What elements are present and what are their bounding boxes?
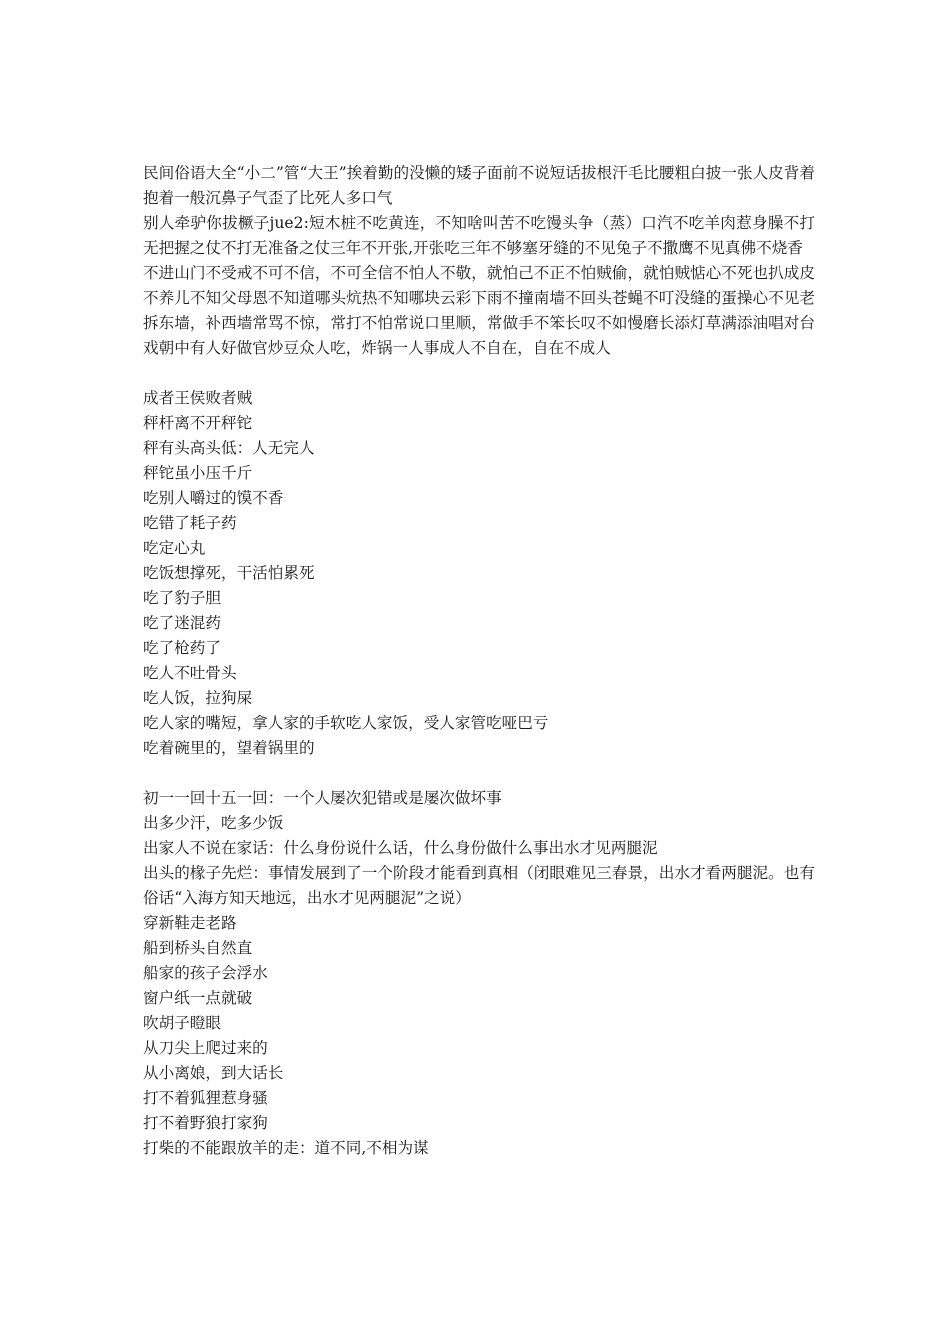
proverb-line: 秤有头高头低：人无完人	[143, 439, 315, 457]
paragraph: 不进山门不受戒不可不信，不可全信不怕人不敬，就怕己不正不怕贼偷，就怕贼惦心不死也扒成皮不养儿不知父母恩不知道哪头炕热不知哪块云彩下雨不撞南墙不回头苍蝇不叮没缝的蛋操心不见老拆东墙，补西墙常骂不惊，常打不怕常说口里顺，常做手不笨长叹不如慢磨长添灯草满添油唱对台戏朝中有人好做官炒豆众人吃，炸锅一人事成人不自在，自在不成人	[143, 264, 815, 357]
proverb-line: 从刀尖上爬过来的	[143, 1039, 268, 1057]
proverb-line: 吃错了耗子药	[143, 514, 237, 532]
proverb-line: 吃了豹子胆	[143, 589, 221, 607]
proverb-line: 出多少汗，吃多少饭	[143, 814, 284, 832]
proverb-line: 穿新鞋走老路	[143, 914, 237, 932]
proverb-line: 打不着野狼打家狗	[143, 1114, 268, 1132]
proverb-line: 出家人不说在家话：什么身份说什么话，什么身份做什么事出水才见两腿泥	[143, 839, 658, 857]
blank-line	[143, 361, 815, 386]
proverb-line: 吃着碗里的，望着锅里的	[143, 739, 315, 757]
proverb-line: 从小离娘，到大话长	[143, 1064, 284, 1082]
proverb-line: 船家的孩子会浮水	[143, 964, 268, 982]
proverb-line: 吃定心丸	[143, 539, 206, 557]
proverb-line: 成者王侯败者贼	[143, 389, 253, 407]
proverb-line: 吃人家的嘴短，拿人家的手软吃人家饭，受人家管吃哑巴亏	[143, 714, 549, 732]
proverb-line: 吃了枪药了	[143, 639, 221, 657]
proverb-line: 吃别人嚼过的馍不香	[143, 489, 284, 507]
proverb-line: 初一一回十五一回：一个人屡次犯错或是屡次做坏事	[143, 789, 502, 807]
proverb-line: 吃饭想撑死，干活怕累死	[143, 564, 315, 582]
paragraph: 别人牵驴你拔橛子jue2:短木桩不吃黄连，不知啥叫苦不吃馒头争（蒸）口汽不吃羊肉惹身臊不打无把握之仗不打无准备之仗三年不开张,开张吃三年不够塞牙缝的不见兔子不撒鹰不见真佛不烧香	[143, 214, 815, 257]
proverb-list	[143, 786, 815, 1161]
proverb-list	[143, 386, 815, 761]
proverb-paragraph: 出头的椽子先烂：事情发展到了一个阶段才能看到真相（闭眼难见三春景，出水才看两腿泥。也有俗话“入海方知天地远，出水才见两腿泥”之说）	[143, 864, 815, 907]
document-body	[143, 161, 815, 1161]
proverb-line: 秤铊虽小压千斤	[143, 464, 253, 482]
blank-line	[143, 761, 815, 786]
proverb-line: 船到桥头自然直	[143, 939, 253, 957]
proverb-line: 窗户纸一点就破	[143, 989, 253, 1007]
paragraph: 民间俗语大全“小二”管“大王”挨着勤的没懒的矮子面前不说短话拔根汗毛比腰粗白披一张人皮背着抱着一般沉鼻子气歪了比死人多口气	[143, 164, 815, 207]
proverb-line: 吃了迷混药	[143, 614, 221, 632]
proverb-line: 打不着狐狸惹身骚	[143, 1089, 268, 1107]
proverb-line: 吃人饭，拉狗屎	[143, 689, 253, 707]
proverb-line: 吹胡子瞪眼	[143, 1014, 221, 1032]
proverb-line: 吃人不吐骨头	[143, 664, 237, 682]
proverb-line: 打柴的不能跟放羊的走：道不同,不相为谋	[143, 1139, 429, 1157]
proverb-line: 秤杆离不开秤铊	[143, 414, 253, 432]
